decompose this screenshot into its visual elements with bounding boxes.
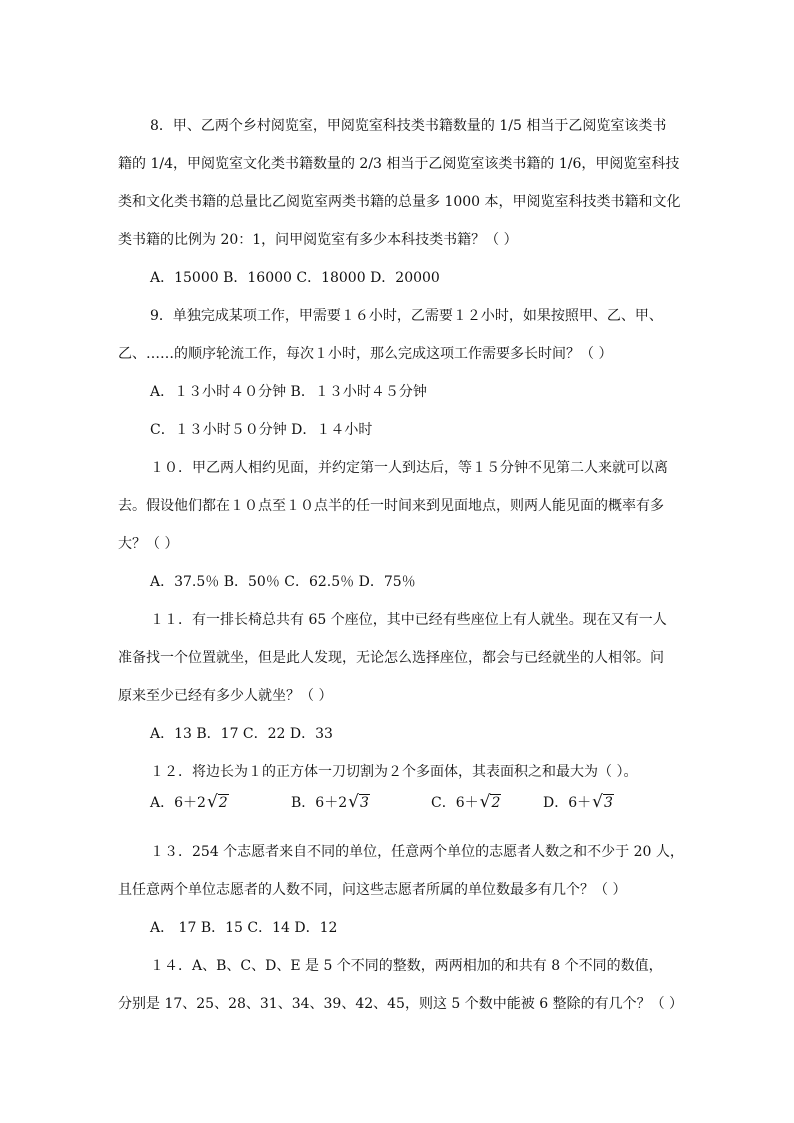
q11-options: A．13 B．17 C．22 D．33 xyxy=(150,726,333,742)
q9-options-line-2: C．１３小时５０分钟 D．１４小时 xyxy=(150,422,373,438)
q14-text-line-2: 分别是 17、25、28、31、34、39、42、45，则这 5 个数中能被 6 整除的有几个？（ ） xyxy=(118,996,684,1012)
q12-option-a-radicand: 2 xyxy=(218,795,228,811)
q9-options-line-1: A．１３小时４０分钟 B．１３小时４５分钟 xyxy=(150,384,427,400)
sqrt-symbol: √2 xyxy=(479,792,501,812)
q13-text-line-2: 且任意两个单位志愿者的人数不同，问这些志愿者所属的单位数最多有几个？（ ） xyxy=(118,882,627,898)
q8-text-line-4: 类书籍的比例为 20：1，问甲阅览室有多少本科技类书籍？（ ） xyxy=(118,232,518,248)
q12-option-d xyxy=(543,792,614,813)
q12-option-a xyxy=(150,792,229,813)
q9-text-line-2: 乙、……的顺序轮流工作，每次１小时，那么完成这项工作需要多长时间？（ ） xyxy=(118,346,613,362)
q8-options: A．15000 B．16000 C．18000 D．20000 xyxy=(150,270,440,286)
q10-text-line-3: 大？（ ） xyxy=(118,536,179,552)
q13-options: A． 17 B．15 C．14 D．12 xyxy=(150,920,338,936)
q12-option-c-prefix: C．6＋ xyxy=(431,795,479,811)
q12-option-b-radicand: 3 xyxy=(359,795,369,811)
q8-text-line-3: 类和文化类书籍的总量比乙阅览室两类书籍的总量多 1000 本，甲阅览室科技类书籍和文化 xyxy=(118,194,681,210)
q8-text-line-2: 籍的 1/4，甲阅览室文化类书籍数量的 2/3 相当于乙阅览室该类书籍的 1/6，甲阅览室科技 xyxy=(118,156,680,172)
q8-text-line-1: 8．甲、乙两个乡村阅览室，甲阅览室科技类书籍数量的 1/5 相当于乙阅览室该类书 xyxy=(150,118,667,134)
q11-text-line-3: 原来至少已经有多少人就坐？（ ） xyxy=(118,688,333,704)
q10-text-line-1: １０．甲乙两人相约见面，并约定第一人到达后，等１５分钟不见第二人来就可以离 xyxy=(150,460,668,476)
sqrt-symbol: √3 xyxy=(348,792,369,812)
q12-option-b-prefix: B．6＋2 xyxy=(291,795,348,811)
sqrt-symbol: √2 xyxy=(206,792,228,812)
q10-text-line-2: 去。假设他们都在１０点至１０点半的任一时间来到见面地点，则两人能见面的概率有多 xyxy=(118,498,664,514)
q12-option-d-prefix: D．6＋ xyxy=(543,795,592,811)
q9-text-line-1: 9．单独完成某项工作，甲需要１６小时，乙需要１２小时，如果按照甲、乙、甲、 xyxy=(150,308,663,324)
q12-option-d-radicand: 3 xyxy=(603,795,613,811)
q12-option-c-radicand: 2 xyxy=(491,795,501,811)
q12-option-b xyxy=(291,792,370,813)
q12-text-line-1: １２．将边长为１的正方体一刀切割为２个多面体，其表面积之和最大为（ ）。 xyxy=(150,764,638,780)
q11-text-line-1: １１．有一排长椅总共有 65 个座位，其中已经有些座位上有人就坐。现在又有一人 xyxy=(150,612,667,628)
q14-text-line-1: １４．A、B、C、D、E 是 5 个不同的整数，两两相加的和共有 8 个不同的数值， xyxy=(150,958,663,974)
sqrt-symbol: √3 xyxy=(592,792,613,812)
q12-option-a-prefix: A．6＋2 xyxy=(150,795,206,811)
q12-option-c xyxy=(431,792,501,813)
q11-text-line-2: 准备找一个位置就坐，但是此人发现，无论怎么选择座位，都会与已经就坐的人相邻。问 xyxy=(118,650,664,666)
q13-text-line-1: １３．254 个志愿者来自不同的单位，任意两个单位的志愿者人数之和不少于 20 人， xyxy=(150,844,684,860)
q10-options: A．37.5％ B．50％ C．62.5％ D．75％ xyxy=(150,574,416,590)
